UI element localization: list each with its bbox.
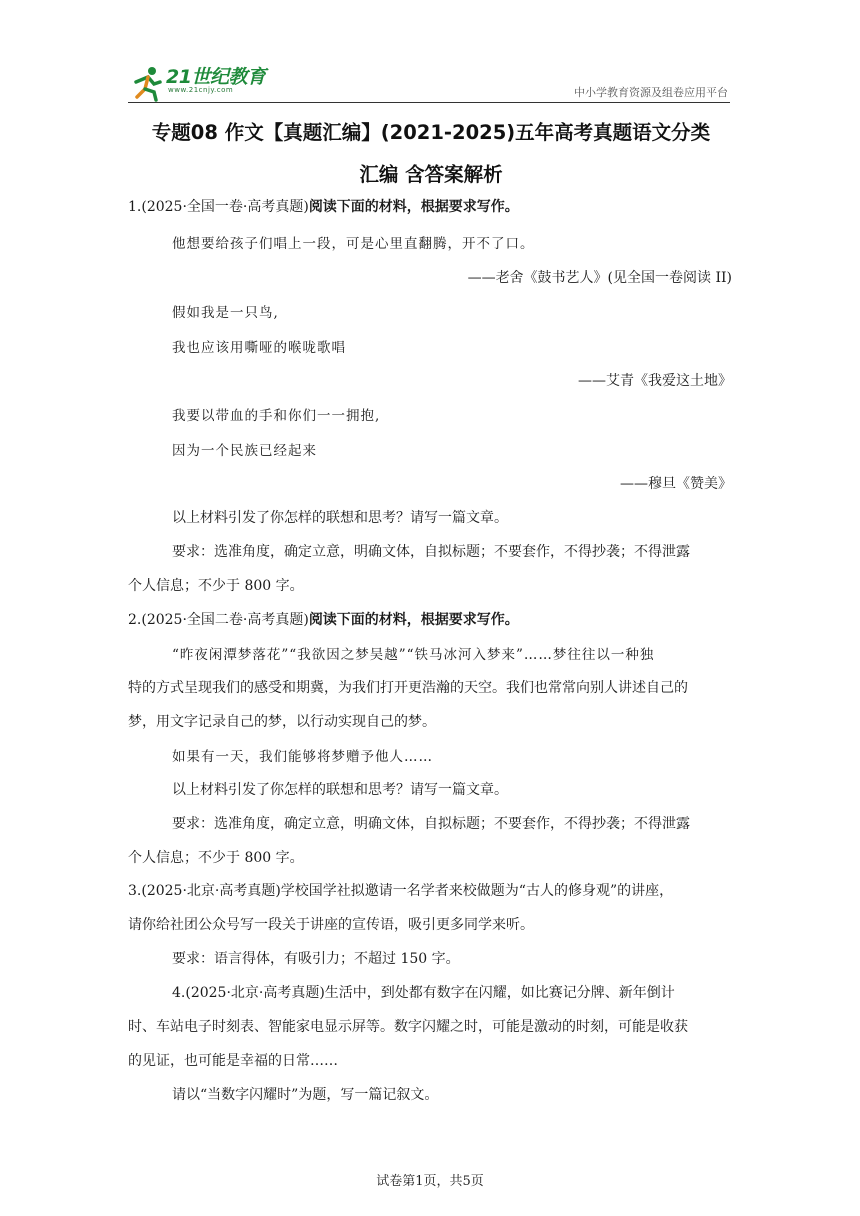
runner-logo-icon [128, 64, 166, 102]
page-footer: 试卷第1页，共5页 [376, 1174, 484, 1189]
title-line-2: 汇编 含答案解析 [359, 163, 503, 186]
q1-citation-3: ——穆旦《赞美》 [620, 476, 732, 492]
header-divider [128, 102, 730, 103]
q3-line-1: 3.(2025·北京·高考真题)学校国学社拟邀请一名学者来校做题为“古人的修身观”的讲座， [128, 883, 674, 899]
platform-name: 中小学教育资源及组卷应用平台 [574, 86, 728, 99]
q1-requirement-1: 要求：选准角度，确定立意，明确文体，自拟标题；不要套作，不得抄袭；不得泄露 [172, 544, 690, 560]
q2-requirement-1: 要求：选准角度，确定立意，明确文体，自拟标题；不要套作，不得抄袭；不得泄露 [172, 816, 690, 832]
q4-task: 请以“当数字闪耀时”为题，写一篇记叙文。 [172, 1087, 439, 1103]
q1-citation-2: ——艾青《我爱这土地》 [578, 373, 732, 389]
q4-line-2: 时、车站电子时刻表、智能家电显示屏等。数字闪耀之时，可能是激动的时刻，可能是收获 [128, 1019, 688, 1035]
q1-header [128, 196, 519, 216]
q2-task: 以上材料引发了你怎样的联想和思考？请写一篇文章。 [172, 782, 508, 798]
q1-material-3a: 我要以带血的手和你们一一拥抱, [172, 408, 381, 424]
q4-line-3: 的见证，也可能是幸福的日常…… [128, 1053, 338, 1069]
page-header [128, 60, 730, 102]
title-line-1: 专题08 作文【真题汇编】(2021-2025)五年高考真题语文分类 [151, 121, 711, 144]
q2-source: 2.(2025·全国二卷·高考真题) [128, 612, 309, 628]
q2-header [128, 609, 519, 629]
q2-requirement-2: 个人信息；不少于 800 字。 [128, 850, 304, 866]
q2-paragraph-4: 如果有一天，我们能够将梦赠予他人…… [172, 749, 433, 765]
q2-paragraph-1: “昨夜闲潭梦落花”“我欲因之梦吴越”“铁马冰河入梦来”……梦往往以一种独 [172, 647, 655, 663]
q1-source: 1.(2025·全国一卷·高考真题) [128, 199, 309, 215]
q2-paragraph-2: 特的方式呈现我们的感受和期冀，为我们打开更浩瀚的天空。我们也常常向别人讲述自己的 [128, 680, 688, 696]
q1-task: 以上材料引发了你怎样的联想和思考？请写一篇文章。 [172, 510, 508, 526]
q1-requirement-2: 个人信息；不少于 800 字。 [128, 578, 304, 594]
q2-prompt: 阅读下面的材料，根据要求写作。 [308, 612, 519, 628]
q4-line-1: 4.(2025·北京·高考真题)生活中，到处都有数字在闪耀，如比赛记分牌、新年倒计 [172, 985, 675, 1001]
q1-material-3b: 因为一个民族已经起来 [172, 443, 317, 459]
q1-material-2a: 假如我是一只鸟, [172, 305, 279, 321]
page-title [128, 112, 734, 196]
q3-line-2: 请你给社团公众号写一段关于讲座的宣传语，吸引更多同学来听。 [128, 917, 534, 933]
q3-requirement: 要求：语言得体，有吸引力；不超过 150 字。 [172, 951, 460, 967]
q2-paragraph-3: 梦，用文字记录自己的梦，以行动实现自己的梦。 [128, 714, 436, 730]
logo-url: www.21cnjy.com [168, 86, 234, 94]
q1-material-1: 他想要给孩子们唱上一段，可是心里直翻腾，开不了口。 [172, 236, 535, 252]
q1-material-2b: 我也应该用嘶哑的喉咙歌唱 [172, 340, 346, 356]
q1-prompt: 阅读下面的材料，根据要求写作。 [308, 199, 519, 215]
logo-text: 21世纪教育 [166, 66, 266, 88]
q1-citation-1: ——老舍《鼓书艺人》(见全国一卷阅读 II) [467, 270, 732, 286]
logo [128, 62, 278, 102]
